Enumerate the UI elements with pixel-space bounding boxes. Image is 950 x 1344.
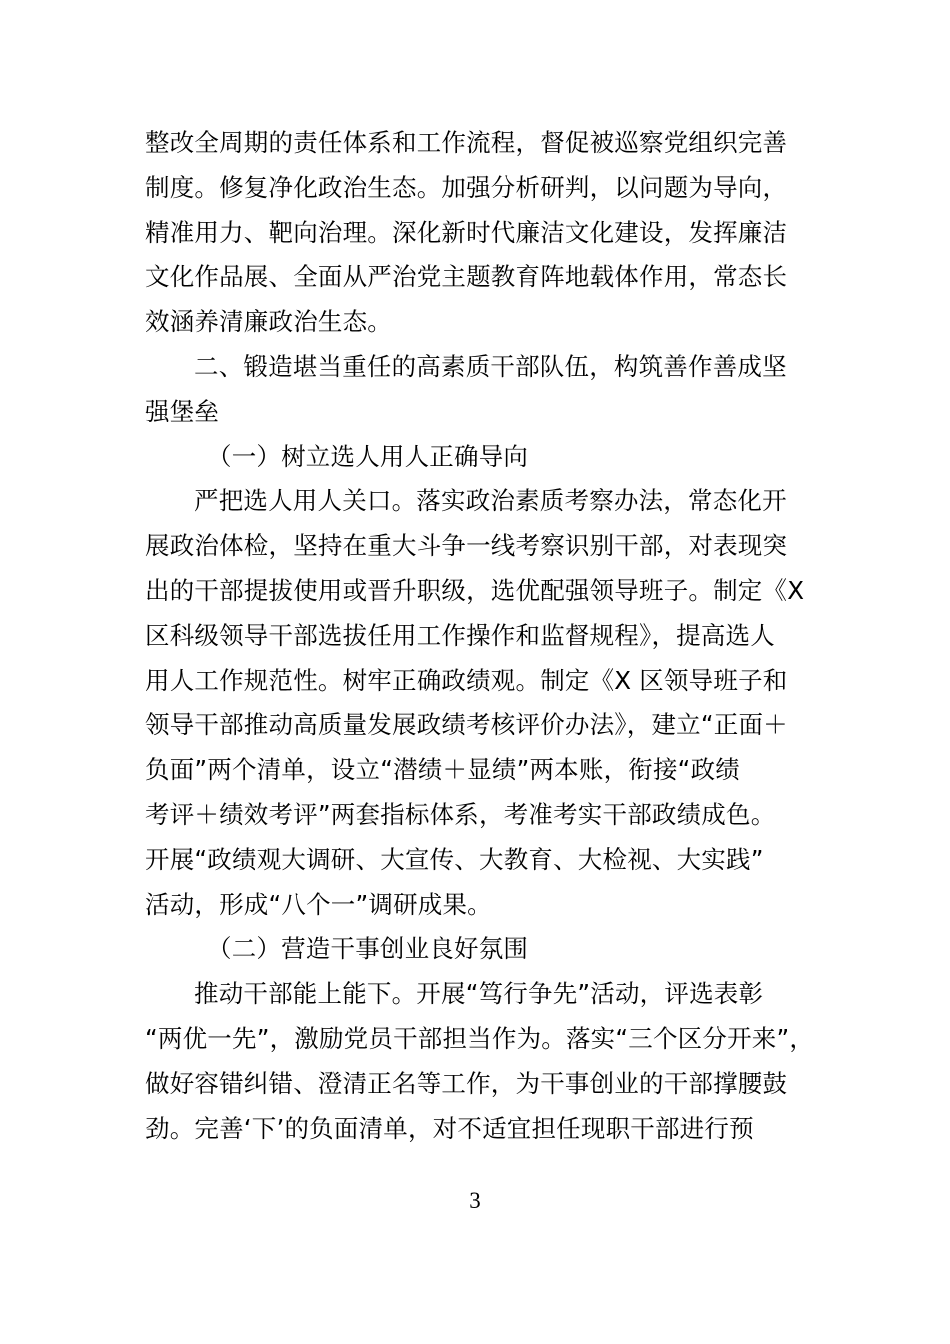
text-line: 效涵养清廉政治生态。 (145, 307, 392, 337)
text-line: 严把选人用人关口。落实政治素质考察办法，常态化开 (194, 486, 787, 516)
text-line: 劲。完善‘下’的负面清单，对不适宜担任现职干部进行预 (145, 1113, 754, 1143)
page-number: 3 (469, 1188, 481, 1213)
text-line: 用人工作规范性。树牢正确政绩观。制定《X 区领导班子和 (145, 665, 788, 695)
text-line: 整改全周期的责任体系和工作流程，督促被巡察党组织完善 (145, 128, 788, 157)
text-line: 推动干部能上能下。开展“笃行争先”活动，评选表彰 (194, 979, 764, 1009)
text-line: 精准用力、靶向治理。深化新时代廉洁文化建设，发挥廉洁 (145, 217, 788, 247)
text-line: 领导干部推动高质量发展政绩考核评价办法》，建立“正面＋ (145, 710, 788, 740)
text-line: 区科级领导干部选拔任用工作操作和监督规程》，提高选人 (145, 620, 775, 650)
text-line: 展政治体检，坚持在重大斗争一线考察识别干部，对表现突 (145, 531, 788, 561)
text-line: 出的干部提拔使用或晋升职级，选优配强领导班子。制定《X (145, 575, 805, 605)
document-body (145, 121, 815, 1151)
text-line: 做好容错纠错、澄清正名等工作，为干事创业的干部撑腰鼓 (145, 1068, 788, 1098)
subsection-heading: （二）营造干事创业良好氛围 (207, 934, 529, 964)
text-line: 考评＋绩效考评”两套指标体系，考准考实干部政绩成色。 (145, 799, 776, 829)
section-heading-line: 二、锻造堪当重任的高素质干部队伍，构筑善作善成坚 (194, 351, 787, 381)
text-line: 文化作品展、全面从严治党主题教育阵地载体作用，常态长 (145, 262, 788, 292)
text-line: 开展“政绩观大调研、大宣传、大教育、大检视、大实践” (145, 844, 764, 874)
text-line: 活动，形成“八个一”调研成果。 (145, 889, 492, 919)
text-line: “两优一先”，激励党员干部担当作为。落实“三个区分开来”， (145, 1023, 815, 1053)
text-line: 制度。修复净化政治生态。加强分析研判，以问题为导向， (145, 172, 788, 202)
subsection-heading: （一）树立选人用人正确导向 (207, 441, 529, 471)
text-line: 负面”两个清单，设立“潜绩＋显绩”两本账，衔接“政绩 (145, 755, 740, 785)
section-heading-line: 强堡垒 (145, 396, 220, 426)
